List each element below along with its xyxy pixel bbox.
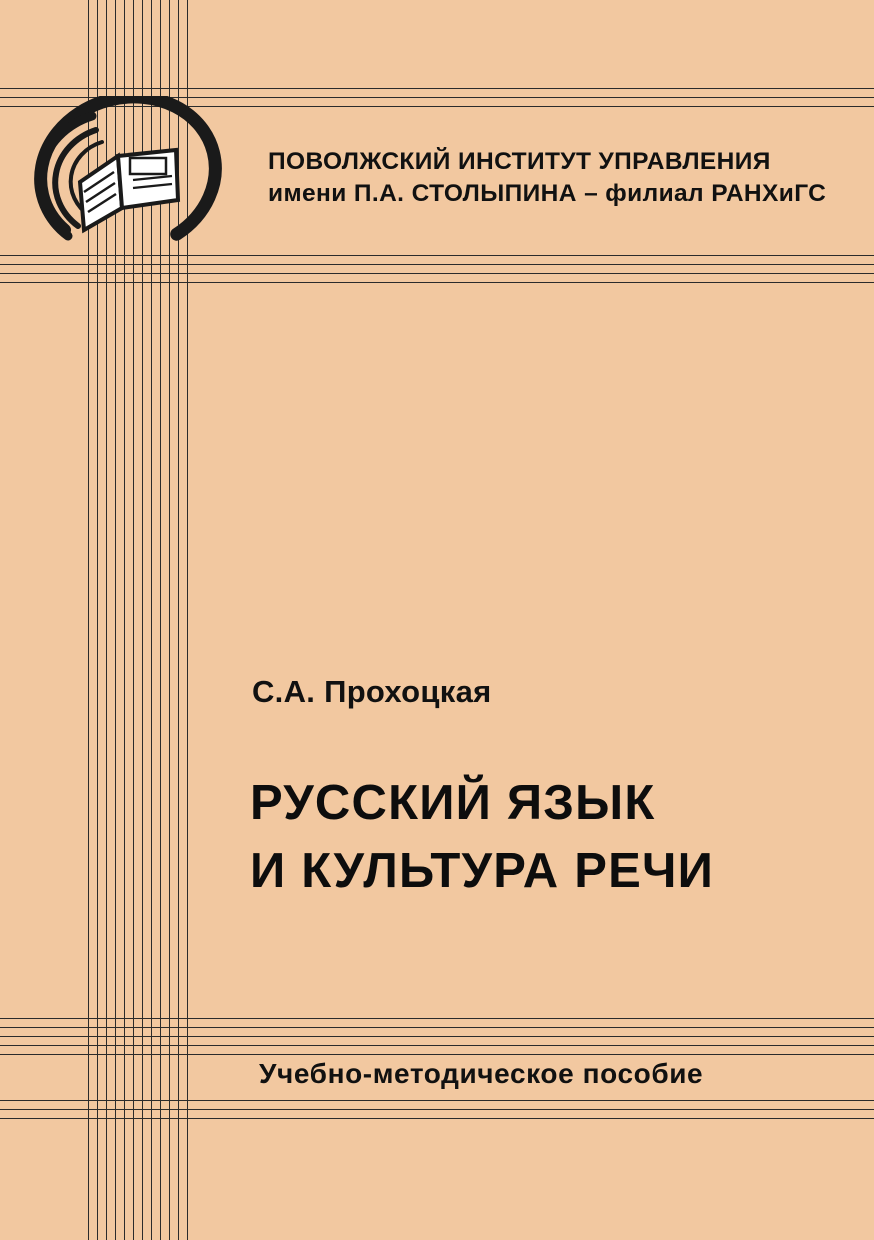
decor-hline [0, 88, 874, 89]
book-title-line1: РУССКИЙ ЯЗЫК [250, 776, 656, 830]
institute-name-line1: ПОВОЛЖСКИЙ ИНСТИТУТ УПРАВЛЕНИЯ [268, 148, 771, 175]
decor-hline [0, 1100, 874, 1101]
book-subtitle: Учебно-методическое пособие [259, 1058, 704, 1089]
decor-hline [0, 1109, 874, 1110]
open-book-emblem [22, 96, 232, 271]
institute-name-line2: имени П.А. СТОЛЫПИНА – филиал РАНХиГС [268, 180, 827, 208]
decor-hline [0, 1045, 874, 1046]
book-title-line2: И КУЛЬТУРА РЕЧИ [250, 843, 715, 898]
decor-hline [0, 282, 874, 283]
decor-hline [0, 1036, 874, 1037]
decor-hline [0, 1118, 874, 1119]
decor-hline [0, 273, 874, 274]
institute-name [268, 146, 848, 211]
decor-hline [0, 1054, 874, 1055]
decor-hline [0, 1027, 874, 1028]
author-name: С.А. Прохоцкая [252, 674, 492, 709]
book-title [250, 770, 850, 905]
decor-hline [0, 1018, 874, 1019]
